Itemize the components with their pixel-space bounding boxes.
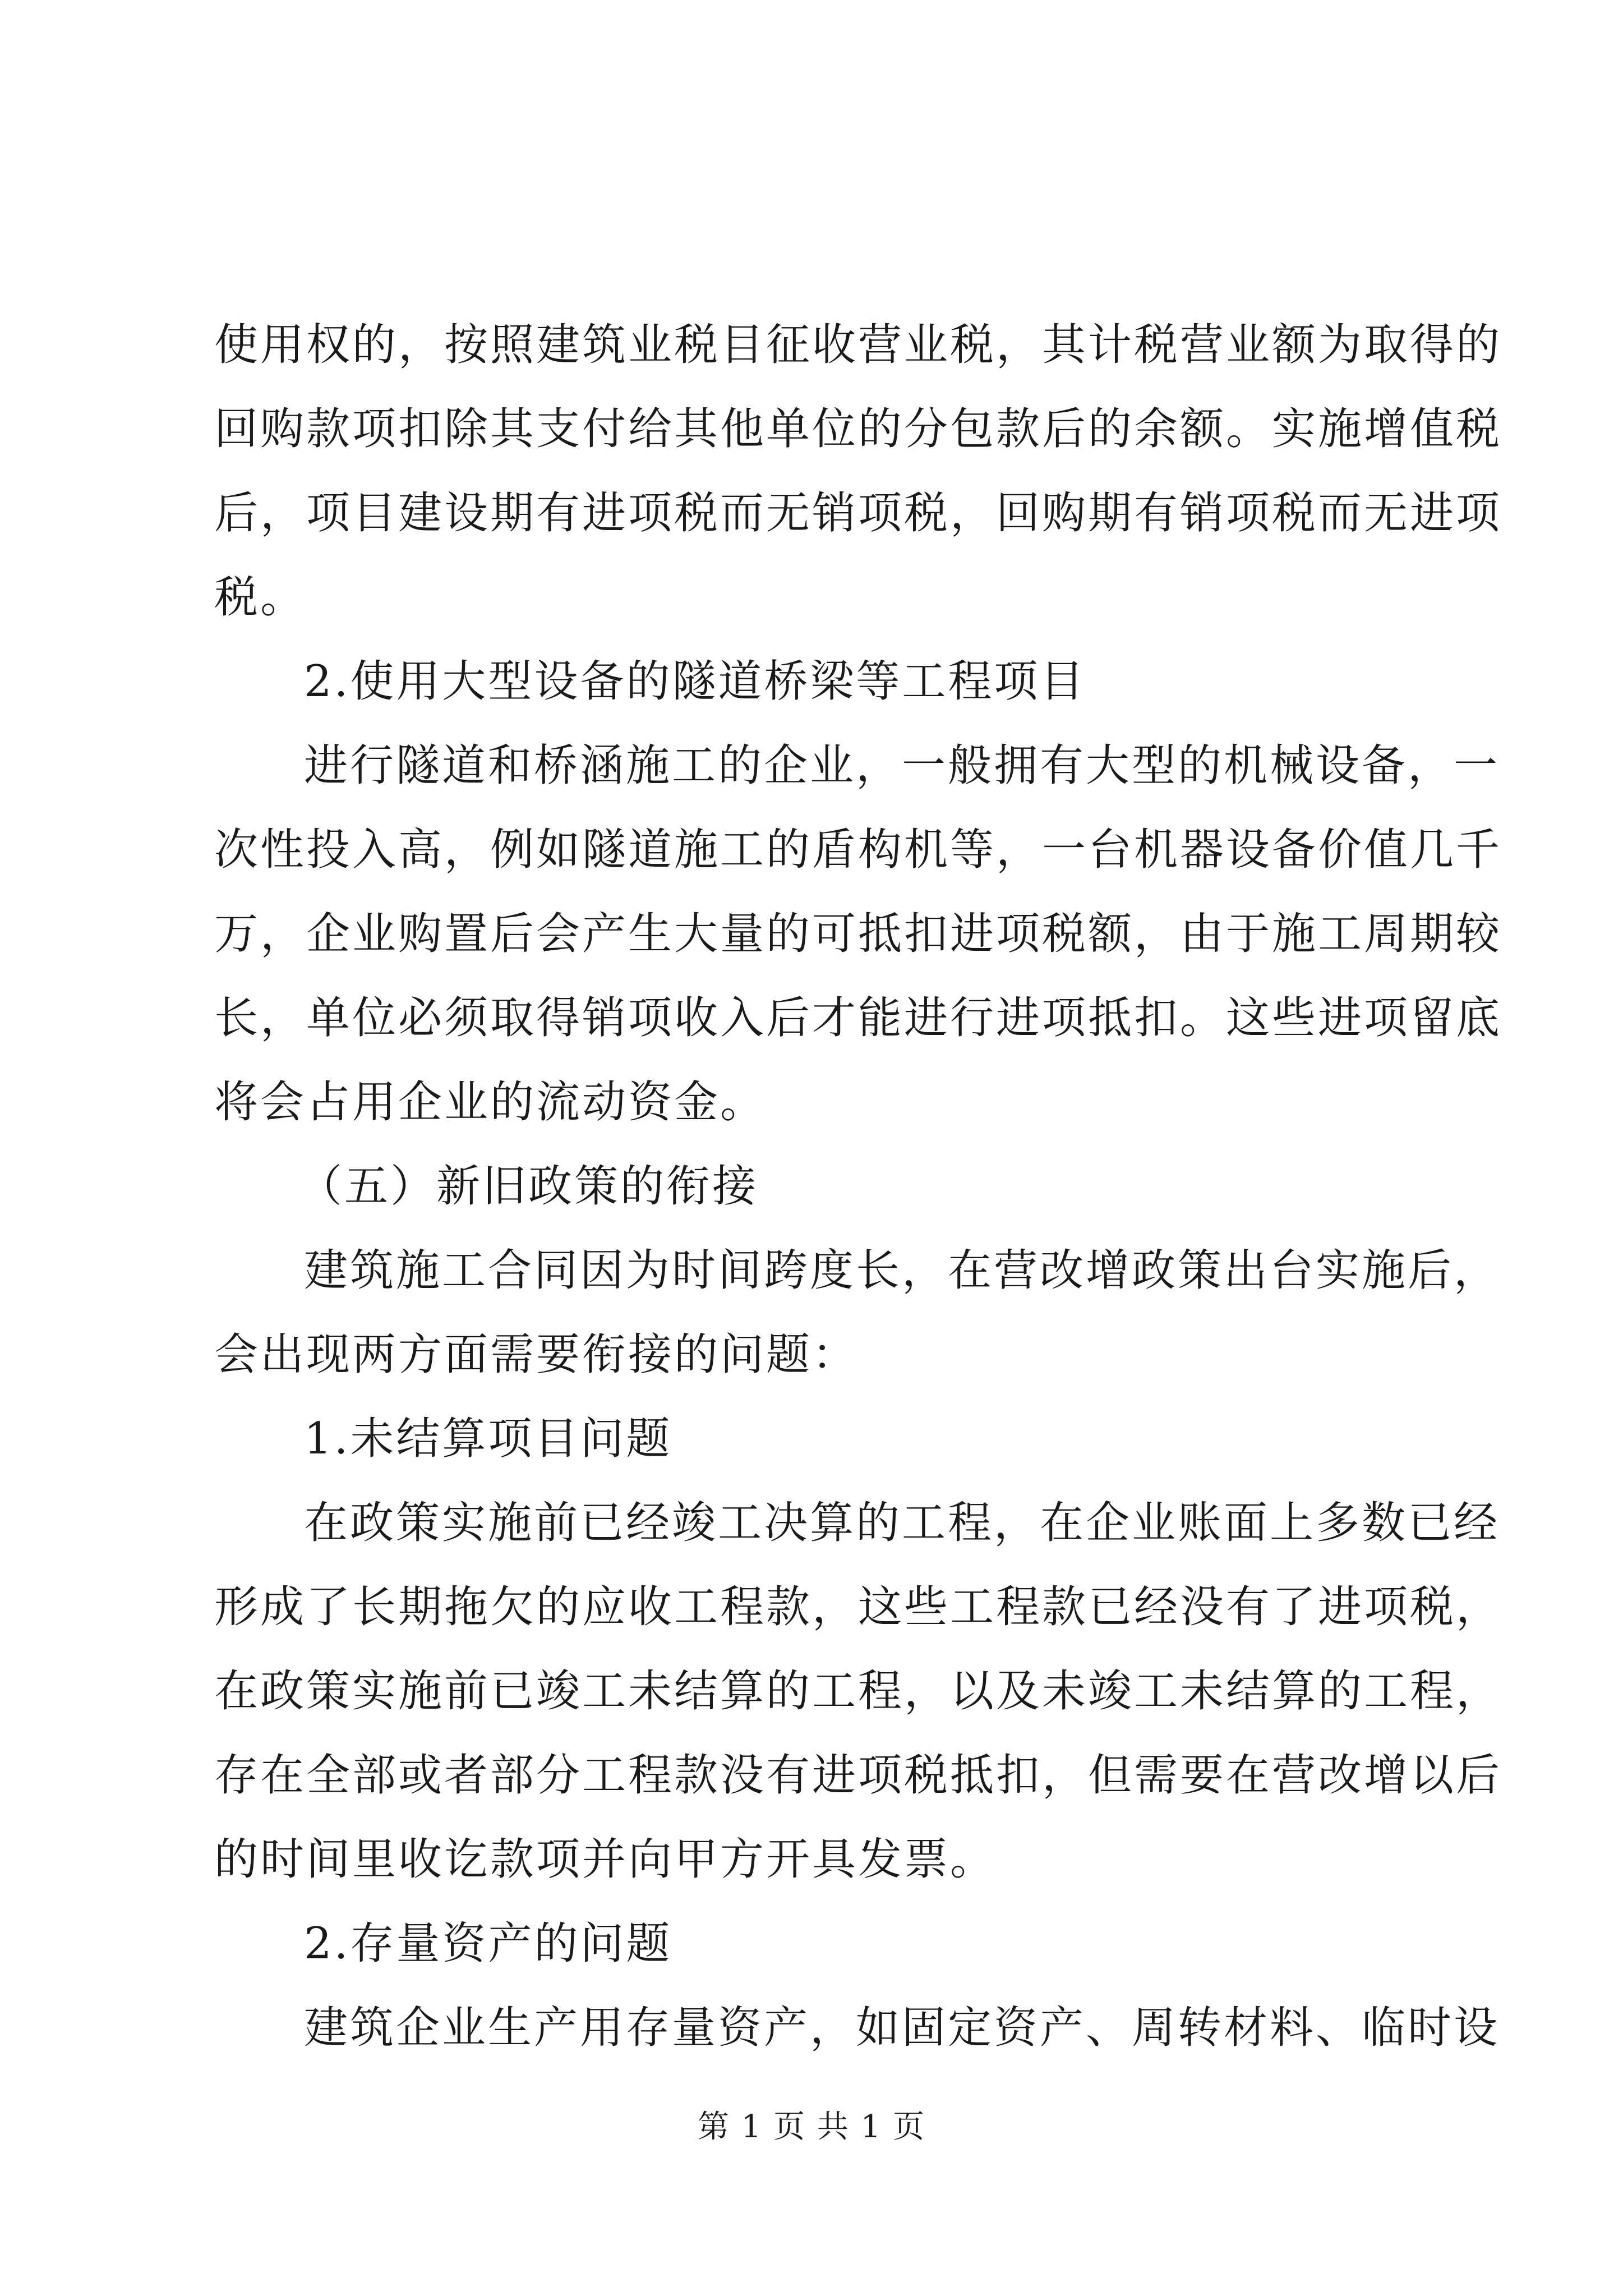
- body-line: 将会占用企业的流动资金。: [214, 1077, 767, 1128]
- body-line: 的时间里收讫款项并向甲方开具发票。: [214, 1834, 997, 1885]
- body-line: 在政策实施前已经竣工决算的工程，在企业账面上多数已经: [304, 1498, 1500, 1548]
- body-line: 次性投入高，例如隧道施工的盾构机等，一台机器设备价值几千: [214, 825, 1502, 875]
- body-line: 回购款项扣除其支付给其他单位的分包款后的余额。实施增值税: [214, 404, 1502, 454]
- body-line: 存在全部或者部分工程款没有进项税抵扣，但需要在营改增以后: [214, 1750, 1502, 1801]
- body-line: 长，单位必须取得销项收入后才能进行进项抵扣。这些进项留底: [214, 993, 1502, 1043]
- body-line: 建筑企业生产用存量资产，如固定资产、周转材料、临时设: [304, 2003, 1500, 2053]
- section-heading: 2.使用大型设备的隧道桥梁等工程项目: [304, 656, 1086, 707]
- body-line: 在政策实施前已竣工未结算的工程，以及未竣工未结算的工程，: [214, 1666, 1502, 1717]
- section-heading: （五）新旧政策的衔接: [298, 1161, 759, 1212]
- body-line: 使用权的，按照建筑业税目征收营业税，其计税营业额为取得的: [214, 320, 1502, 370]
- body-line: 会出现两方面需要衔接的问题：: [214, 1329, 859, 1380]
- body-line: 建筑施工合同因为时间跨度长，在营改增政策出台实施后，: [304, 1245, 1500, 1296]
- body-line: 税。: [214, 572, 307, 623]
- body-line: 形成了长期拖欠的应收工程款，这些工程款已经没有了进项税，: [214, 1582, 1502, 1632]
- section-heading: 2.存量资产的问题: [304, 1918, 672, 1969]
- section-heading: 1.未结算项目问题: [304, 1414, 672, 1464]
- body-line: 进行隧道和桥涵施工的企业，一般拥有大型的机械设备，一: [304, 740, 1500, 791]
- page-footer: 第 1 页 共 1 页: [697, 2109, 926, 2145]
- body-line: 后，项目建设期有进项税而无销项税，回购期有销项税而无进项: [214, 488, 1502, 539]
- body-line: 万，企业购置后会产生大量的可抵扣进项税额，由于施工周期较: [214, 909, 1502, 959]
